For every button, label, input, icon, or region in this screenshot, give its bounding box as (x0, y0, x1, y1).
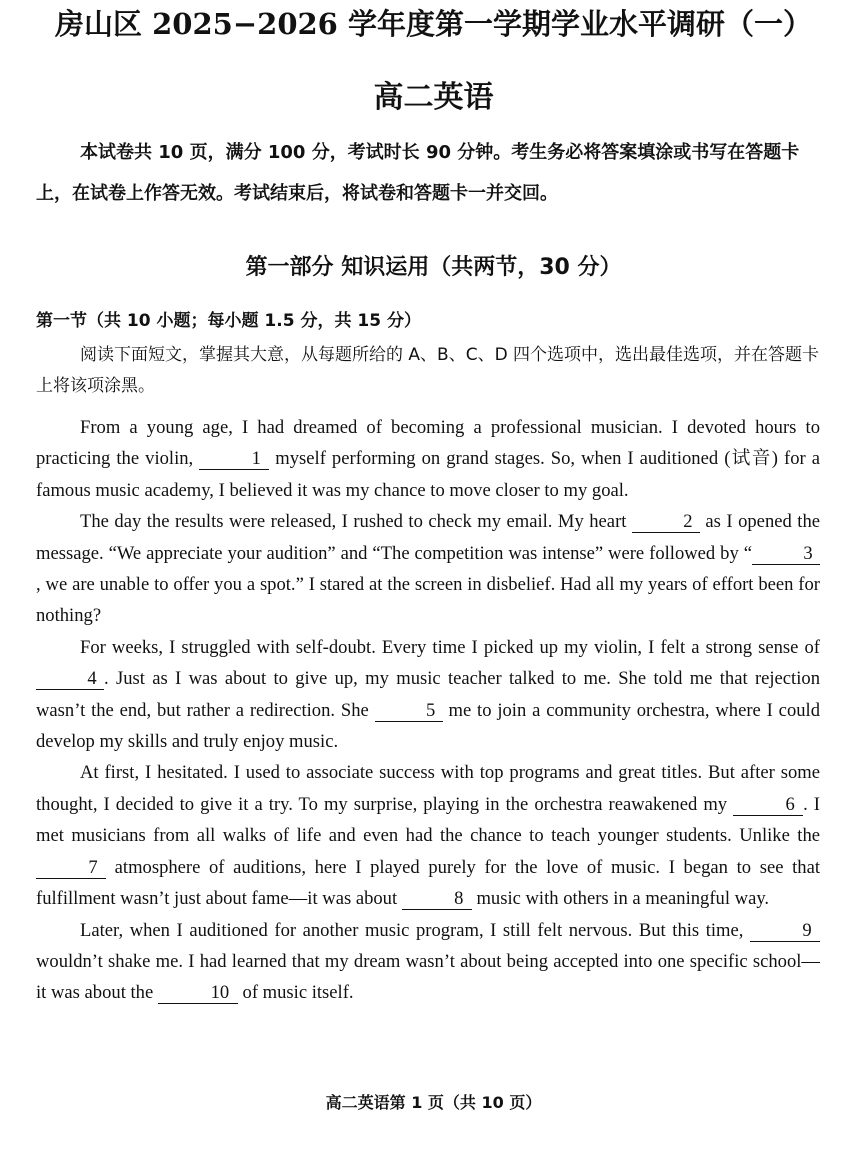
blank-6: 6 (733, 795, 803, 816)
passage-text: me to join a community orchestra, where I could develop my skills and truly enjoy music. (36, 699, 820, 753)
blank-1: 1 (199, 449, 269, 470)
exam-instructions: 本试卷共 10 页，满分 100 分，考试时长 90 分钟。考生务必将答案填涂或书写在答题卡上，在试卷上作答无效。考试结束后，将试卷和答题卡一并交回。 (36, 142, 800, 204)
blank-2: 2 (632, 512, 700, 533)
passage-paragraph (36, 412, 820, 506)
passage-paragraph (36, 632, 820, 758)
passage-text: wouldn’t shake me. I had learned that my dream wasn’t about being accepted into one specific school—it was about the (36, 950, 820, 1004)
passage-text: . Just as I was about to give up, my music teacher talked to me. She told me that rejection wasn’t the end, but rather a redirection. She (36, 668, 820, 721)
subject-title: 高二英语 (373, 80, 494, 115)
passage-text: of music itself. (237, 982, 354, 1004)
blank-8: 8 (402, 889, 472, 910)
blank-3: 3 (752, 544, 820, 565)
passage-paragraph (36, 506, 820, 632)
passage-text: music with others in a meaningful way. (471, 888, 770, 910)
passage-text: From a young age, I had dreamed of becoming a professional musician. I devoted hours to practicing the violin, (36, 417, 820, 470)
passage-text: The day the results were released, I rushed to check my email. My heart (80, 511, 632, 533)
passage-text: . I met musicians from all walks of life and even had the chance to teach younger students. Unlike the (36, 793, 820, 847)
blank-10: 10 (158, 983, 238, 1004)
passage-text: , we are unable to offer you a spot.” I stared at the screen in disbelief. Had all my years of effort been for nothing? (36, 574, 820, 627)
passage-text: Later, when I auditioned for another music program, I still felt nervous. But this time, (80, 919, 750, 941)
passage-text: atmosphere of auditions, here I played purely for the love of music. I began to see that fulfillment wasn’t just about fame—it was about (36, 856, 820, 910)
section1-instruction: 阅读下面短文，掌握其大意，从每题所给的 A、B、C、D 四个选项中，选出最佳选项，并在答题卡上将该项涂黑。 (36, 345, 820, 396)
section1-title: 第一节（共 10 小题；每小题 1.5 分，共 15 分） (36, 311, 421, 331)
exam-title: 房山区 2025−2026 学年度第一学期学业水平调研（一） (55, 7, 812, 41)
page-footer: 高二英语第 1 页（共 10 页） (325, 1093, 542, 1112)
passage-text: For weeks, I struggled with self-doubt. Every time I picked up my violin, I felt a strong sense of (80, 636, 820, 658)
cloze-passage (36, 412, 820, 1009)
part1-title: 第一部分 知识运用（共两节，30 分） (245, 255, 622, 280)
passage-text: At first, I hesitated. I used to associate success with top programs and great titles. But after some thought, I decided to give it a try. To my surprise, playing in the orchestra reawakened my (36, 762, 820, 815)
blank-5: 5 (375, 701, 443, 722)
blank-9: 9 (750, 921, 820, 942)
blank-4: 4 (36, 669, 104, 690)
passage-text: myself performing on grand stages. So, when I auditioned (试音) for a famous music academy, I believed it was my chance to move closer to my goal. (36, 448, 820, 501)
passage-paragraph (36, 757, 820, 914)
blank-7: 7 (36, 858, 106, 879)
passage-paragraph (36, 915, 820, 1009)
passage-text: as I opened the message. “We appreciate your audition” and “The competition was intense” were followed by “ (36, 511, 820, 564)
